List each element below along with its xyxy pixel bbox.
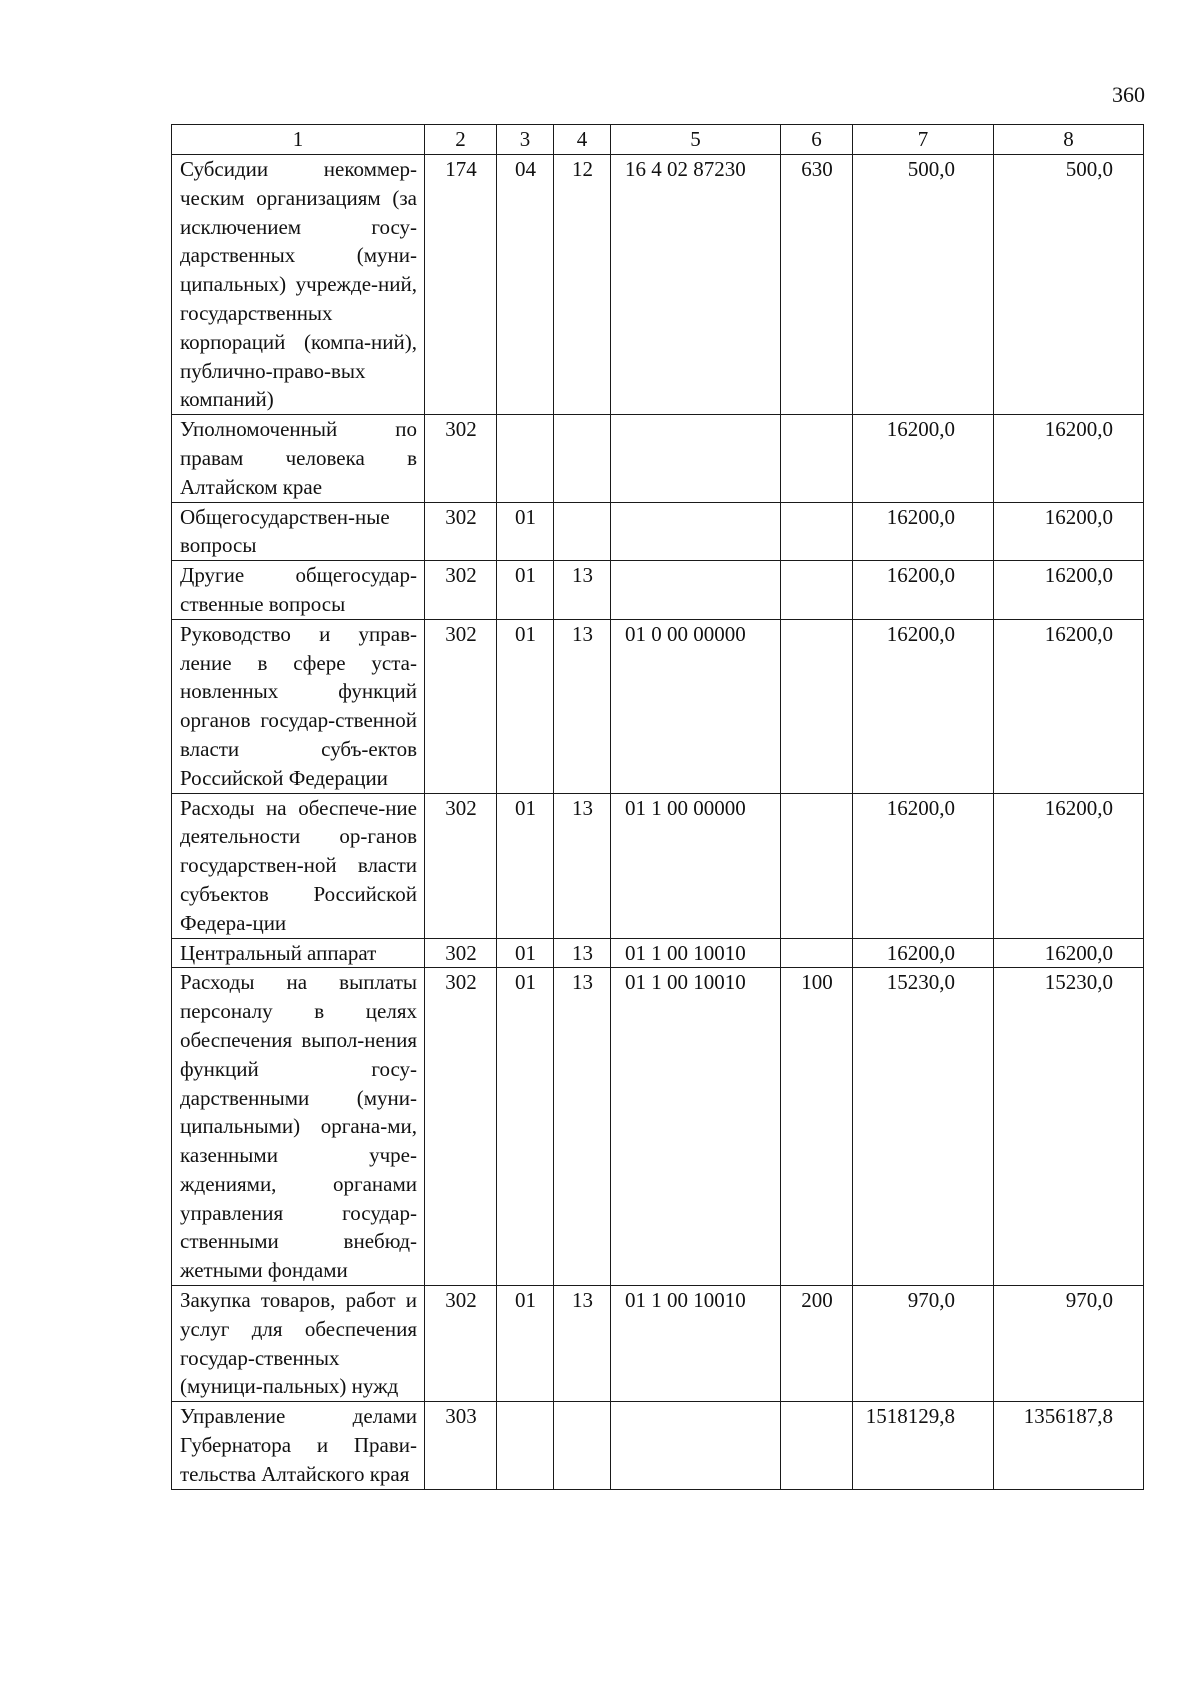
row-ved-cell: 302 bbox=[425, 619, 497, 793]
row-sum1-cell: 16200,0 bbox=[853, 561, 994, 620]
row-sum2-cell: 1356187,8 bbox=[994, 1402, 1144, 1489]
row-pr-cell bbox=[554, 415, 611, 502]
row-vr-cell bbox=[781, 619, 853, 793]
row-sum1-cell: 1518129,8 bbox=[853, 1402, 994, 1489]
row-ved-cell: 302 bbox=[425, 793, 497, 938]
table-row bbox=[172, 502, 1144, 561]
row-sum1-cell: 16200,0 bbox=[853, 415, 994, 502]
row-rz-cell bbox=[497, 415, 554, 502]
row-sum1-cell: 15230,0 bbox=[853, 968, 994, 1286]
row-ved-cell: 174 bbox=[425, 155, 497, 415]
row-vr-cell: 630 bbox=[781, 155, 853, 415]
row-pr-cell: 13 bbox=[554, 968, 611, 1286]
table-row bbox=[172, 938, 1144, 968]
row-sum1-cell: 16200,0 bbox=[853, 619, 994, 793]
row-name-cell: Расходы на выплаты персоналу в целях обеспечения выпол-нения функций госу-дарственными (муни-ципальными) органа-ми, казенными учре-ждениями, органами управления государ-ственными внебюд-жетными фондами bbox=[172, 968, 425, 1286]
row-csr-cell: 01 1 00 10010 bbox=[611, 1286, 781, 1402]
row-name-cell: Расходы на обеспече-ние деятельности ор-ганов государствен-ной власти субъектов Российской Федера-ции bbox=[172, 793, 425, 938]
row-pr-cell bbox=[554, 502, 611, 561]
row-rz-cell: 01 bbox=[497, 793, 554, 938]
header-cell: 3 bbox=[497, 125, 554, 155]
table-row bbox=[172, 155, 1144, 415]
row-csr-cell: 01 1 00 00000 bbox=[611, 793, 781, 938]
row-name-cell: Центральный аппарат bbox=[172, 938, 425, 968]
header-cell: 5 bbox=[611, 125, 781, 155]
row-sum2-cell: 16200,0 bbox=[994, 561, 1144, 620]
table-row bbox=[172, 1402, 1144, 1489]
table-row bbox=[172, 793, 1144, 938]
row-rz-cell: 01 bbox=[497, 1286, 554, 1402]
table-header bbox=[172, 125, 1144, 155]
row-vr-cell: 200 bbox=[781, 1286, 853, 1402]
header-cell: 6 bbox=[781, 125, 853, 155]
row-csr-cell bbox=[611, 415, 781, 502]
row-ved-cell: 302 bbox=[425, 561, 497, 620]
row-rz-cell: 01 bbox=[497, 561, 554, 620]
row-name-cell: Субсидии некоммер-ческим организациям (за исключением госу-дарственных (муни-ципальных) учрежде-ний, государственных корпораций (компа-ний), публично-право-вых компаний) bbox=[172, 155, 425, 415]
row-rz-cell: 01 bbox=[497, 938, 554, 968]
row-name-cell: Управление делами Губернатора и Прави-тельства Алтайского края bbox=[172, 1402, 425, 1489]
row-rz-cell: 01 bbox=[497, 502, 554, 561]
row-ved-cell: 302 bbox=[425, 968, 497, 1286]
row-sum2-cell: 500,0 bbox=[994, 155, 1144, 415]
row-csr-cell bbox=[611, 1402, 781, 1489]
row-name-cell: Другие общегосудар-ственные вопросы bbox=[172, 561, 425, 620]
row-vr-cell bbox=[781, 415, 853, 502]
header-cell: 4 bbox=[554, 125, 611, 155]
row-ved-cell: 302 bbox=[425, 502, 497, 561]
row-vr-cell bbox=[781, 502, 853, 561]
row-sum2-cell: 16200,0 bbox=[994, 502, 1144, 561]
row-rz-cell: 01 bbox=[497, 619, 554, 793]
table-body bbox=[172, 155, 1144, 1490]
row-pr-cell: 13 bbox=[554, 619, 611, 793]
budget-table bbox=[171, 124, 1144, 1490]
row-sum2-cell: 970,0 bbox=[994, 1286, 1144, 1402]
page-number: 360 bbox=[1112, 82, 1145, 107]
row-rz-cell: 04 bbox=[497, 155, 554, 415]
row-vr-cell bbox=[781, 561, 853, 620]
row-sum2-cell: 16200,0 bbox=[994, 415, 1144, 502]
row-sum2-cell: 16200,0 bbox=[994, 938, 1144, 968]
row-rz-cell bbox=[497, 1402, 554, 1489]
row-pr-cell bbox=[554, 1402, 611, 1489]
row-csr-cell: 01 0 00 00000 bbox=[611, 619, 781, 793]
row-name-cell: Закупка товаров, работ и услуг для обеспечения государ-ственных (муници-пальных) нужд bbox=[172, 1286, 425, 1402]
row-sum1-cell: 16200,0 bbox=[853, 938, 994, 968]
row-vr-cell: 100 bbox=[781, 968, 853, 1286]
header-row bbox=[172, 125, 1144, 155]
row-sum2-cell: 16200,0 bbox=[994, 619, 1144, 793]
row-vr-cell bbox=[781, 793, 853, 938]
row-ved-cell: 302 bbox=[425, 415, 497, 502]
table-row bbox=[172, 968, 1144, 1286]
row-sum2-cell: 15230,0 bbox=[994, 968, 1144, 1286]
row-rz-cell: 01 bbox=[497, 968, 554, 1286]
row-ved-cell: 302 bbox=[425, 1286, 497, 1402]
table-row bbox=[172, 561, 1144, 620]
row-csr-cell bbox=[611, 502, 781, 561]
row-sum1-cell: 16200,0 bbox=[853, 793, 994, 938]
row-sum1-cell: 970,0 bbox=[853, 1286, 994, 1402]
header-cell: 7 bbox=[853, 125, 994, 155]
row-csr-cell: 01 1 00 10010 bbox=[611, 938, 781, 968]
header-cell: 1 bbox=[172, 125, 425, 155]
row-pr-cell: 13 bbox=[554, 561, 611, 620]
row-csr-cell bbox=[611, 561, 781, 620]
row-vr-cell bbox=[781, 1402, 853, 1489]
header-cell: 2 bbox=[425, 125, 497, 155]
header-cell: 8 bbox=[994, 125, 1144, 155]
row-csr-cell: 01 1 00 10010 bbox=[611, 968, 781, 1286]
row-name-cell: Уполномоченный по правам человека в Алтайском крае bbox=[172, 415, 425, 502]
row-pr-cell: 13 bbox=[554, 1286, 611, 1402]
row-csr-cell: 16 4 02 87230 bbox=[611, 155, 781, 415]
row-name-cell: Руководство и управ-ление в сфере уста-новленных функций органов государ-ственной власти субъ-ектов Российской Федерации bbox=[172, 619, 425, 793]
row-pr-cell: 12 bbox=[554, 155, 611, 415]
row-ved-cell: 302 bbox=[425, 938, 497, 968]
row-sum1-cell: 16200,0 bbox=[853, 502, 994, 561]
row-sum2-cell: 16200,0 bbox=[994, 793, 1144, 938]
row-pr-cell: 13 bbox=[554, 793, 611, 938]
row-sum1-cell: 500,0 bbox=[853, 155, 994, 415]
table-row bbox=[172, 1286, 1144, 1402]
table-row bbox=[172, 415, 1144, 502]
row-ved-cell: 303 bbox=[425, 1402, 497, 1489]
row-vr-cell bbox=[781, 938, 853, 968]
row-pr-cell: 13 bbox=[554, 938, 611, 968]
table-row bbox=[172, 619, 1144, 793]
row-name-cell: Общегосударствен-ные вопросы bbox=[172, 502, 425, 561]
